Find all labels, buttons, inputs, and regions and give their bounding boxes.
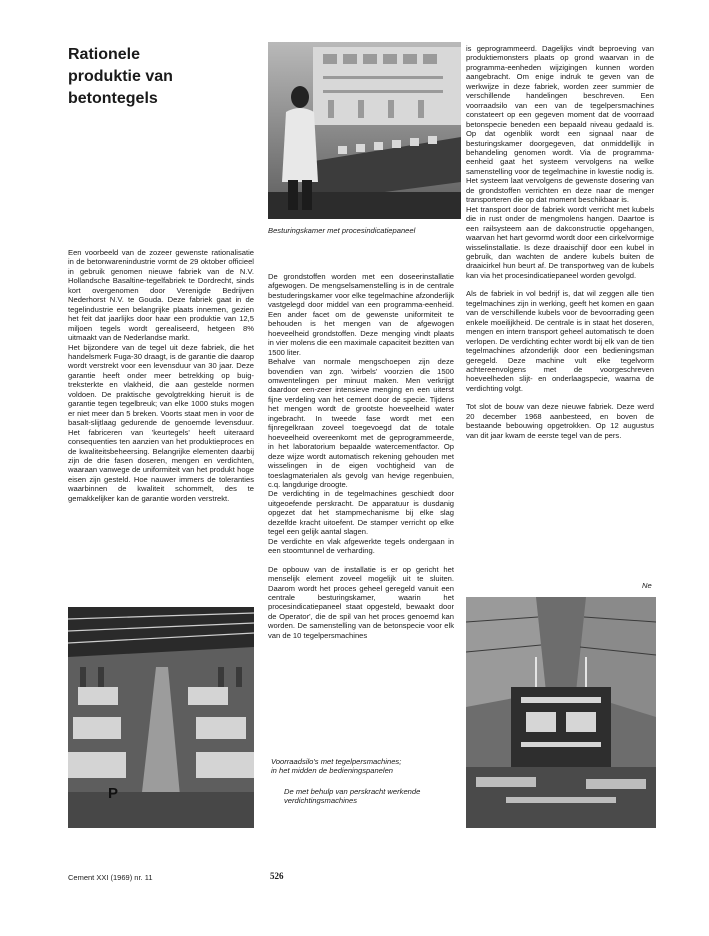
press-machines-photo [466,597,656,828]
col3-paragraph-1: is geprogrammeerd. Dagelijks vindt beproeving van produktiemonsters plaats op grond waarvan in de programma-eenheden wijzigingen kunnen worden aangebracht. Om enige indruk te geven van de werkwijze in deze fabriek, worden zeer summier de verschillende handelingen beschreven. Een voorraadsilo van een van de tegelpersmachines constateert op een gegeven moment dat de voorraad betonspecie beneden een bepaald niveau gedaald is. Op dat ogenblik wordt een signaal naar de besturingskamer doorgegeven, dat onmiddellijk in behandeling genomen wordt. Via de programma-eenheid gaat het systeem vervolgens na welke samenstelling voor de tegelmachine in kwestie nodig is. Het systeem laat vervolgens de gewenste dosering van de grondstoffen verrichten en deze naar de menger transporteren die op dat moment beschikbaar is. [466,44,654,205]
title-line-3: betontegels [68,90,158,107]
col1-paragraph-2: Het bijzondere van de tegel uit deze fabriek, die het handelsmerk Fuga-30 draagt, is de garantie die daarop wordt verstrekt voor een levensduur van 30 jaar. Deze garantie heeft onder meer betrekking op buig-treksterkte en vlakheid, die aan gestelde normen voldoen. De praktische gevolgtrekking hieruit is de garantie tegen tegelbreuk; van elke 1000 stuks mogen er niet meer dan 5 breken. Voorts staat men in voor de basalt-slijtlaag gedurende de genoemde levensduur. Het fabriceren van 'keurtegels' heeft uiteraard consequenties ten aanzien van het produktieproces en de kwaliteitsbeheersing. Belangrijke elementen daarbij zijn de drie fasen doseren, mengen en verdichten, waaraan vanwege de uniformiteit van het produkt hoge eisen zijn gesteld. Hoe nauwer immers de toleranties waarbinnen de kwaliteit schommelt, des te gemakkelijker kan de garantie worden verstrekt. [68,342,254,503]
press-caption-line-2: in het midden de bedieningspanelen [271,766,394,776]
control-room-photo [268,42,461,219]
col2-paragraph-1: De grondstoffen worden met een doseerinstallatie afgewogen. De mengselsamenstelling is in de centrale bestuderingskamer voor elke tegelmachine afzonderlijk vastgelegd door middel van een programma-eenheid. Een ander facet om de gewenste uniformiteit te behouden is het mengen van de afgewogen hoeveelheid grondstoffen. Deze menging vindt plaats in vier molens die een maximale capaciteit bezitten van 1500 liter. [268,272,454,357]
factory-floor-photo [68,607,254,828]
col3-paragraph-2: Het transport door de fabriek wordt verricht met kubels die in rust onder de mengmolens hangen. Daartoe is een railsysteem aan de dakconstructie opgehangen, waarvan het hart gevormd wordt door een cirkelvormige wisselinstallatie. Is deze draaischijf door een kubel in gebruik, dan wachten de andere kubels buiten de draaicirkel hun beurt af. De transportweg van de kubels kan via het procesindicatiepaneel worden gevolgd. [466,204,654,280]
compaction-caption-line-2: verdichtingsmachines [284,796,358,806]
col2-paragraph-5: De opbouw van de installatie is er op gericht het menselijk element zoveel mogelijk uit te sluiten. Daarom wordt het proces geheel geregeld vanuit een centrale besturingskamer, waarin het procesindicatiepaneel staat opgesteld, bewaakt door de Operator', die de spil van het proces genoemd kan worden. De samenstelling van de betonspecie voor elk van de 10 tegelpersmachines [268,564,454,640]
article-title [68,44,248,110]
col1-paragraph-1: Een voorbeeld van de zozeer gewenste rationalisatie in de betonwarenindustrie vormt de 29 oktober officieel in gebruik genomen nieuwe fabriek van de N.V. Hollandsche Basaltine-tegelfabriek te Dordrecht, sinds kort overgenomen door Verenigde Bedrijven Nederhorst N.V. te Gouda. Deze fabriek gaat in de tegelindustrie een belangrijke plaats innemen, gezien het feit dat jaarlijks door haar een produktie van 12,5 miljoen tegels wordt gerealiseerd, hetgeen 8% uitmaakt van de Nederlandse markt. [68,248,254,343]
col2-paragraph-4: De verdichte en vlak afgewerkte tegels ondergaan in een stoomtunnel de verharding. [268,536,454,556]
col2-paragraph-3: De verdichting in de tegelmachines geschiedt door uitgeoefende perskracht. De apparatuur is dusdanig opgezet dat het stampmechanisme bij elke slag dezelfde kracht uitoefent. De stamper verricht op elke tegel een gelijk aantal slagen. [268,489,454,537]
compaction-machines-caption [284,787,456,806]
col3-paragraph-3: Als de fabriek in vol bedrijf is, dat wil zeggen alle tien tegelmachines zijn in werking, geeft het komen en gaan van de verschillende kubels voor de bevoorrading geen enkele moeilijkheid. De centrale is in staat het doseren, mengen en intern transport geheel automatisch te doen verlopen. De verdichting echter wordt bij elk van de tien tegelmachines afzonderlijk door een bedieningsman geregeld. Deze machine vult elke tegelvorm achtereenvolgens met de voorgeschreven hoeveelheden slijt- en onderlaagspecie, waarna de verdichting volgt. [466,289,654,393]
title-line-1: Rationele [68,46,141,63]
column-3 [466,44,654,440]
press-machines-caption [271,757,456,776]
compaction-caption-line-1: De met behulp van perskracht werkende [284,787,421,796]
col2-paragraph-2: Behalve van normale mengschoepen zijn deze bovendien van zgn. 'wirbels' voorzien die 1500 omwentelingen per minuut maken. Men verkrijgt daardoor een-zeer intensieve menging en een uiterst fijne verdeling van het cement door de specie. Tijdens het mengen wordt de grootste hoeveelheid water ingebracht. In tweede fase wordt met een fijnregelkraan zoveel toegevoegd dat de totale hoeveelheid overeenkomt met de geprogrammeerde, in het laboratorium bepaalde watercementfactor. Op deze wijze wordt automatisch rekening gehouden met wisselingen in de eigen vochtigheid van de toeslagmaterialen als gevolg van hevige regenbuien, c.q. langdurige droogte. [268,357,454,489]
title-line-2: produktie van [68,68,173,85]
column-2 [268,272,454,640]
journal-citation: Cement XXI (1969) nr. 11 [68,873,153,882]
page-number: 526 [270,871,284,881]
press-caption-line-1: Voorraadsilo's met tegelpersmachines; [271,757,402,766]
photo-overlay-letter: P [108,785,119,802]
col3-paragraph-4: Tot slot de bouw van deze nieuwe fabriek. Deze werd 20 december 1968 aanbesteed, en boven de bestaande bebouwing opgetrokken. Op 12 augustus van dit jaar kwam de eerste tegel van de pers. [466,402,654,440]
control-room-caption: Besturingskamer met procesindicatiepaneel [268,226,416,235]
author-signature: Ne [642,581,652,590]
column-1 [68,248,254,503]
